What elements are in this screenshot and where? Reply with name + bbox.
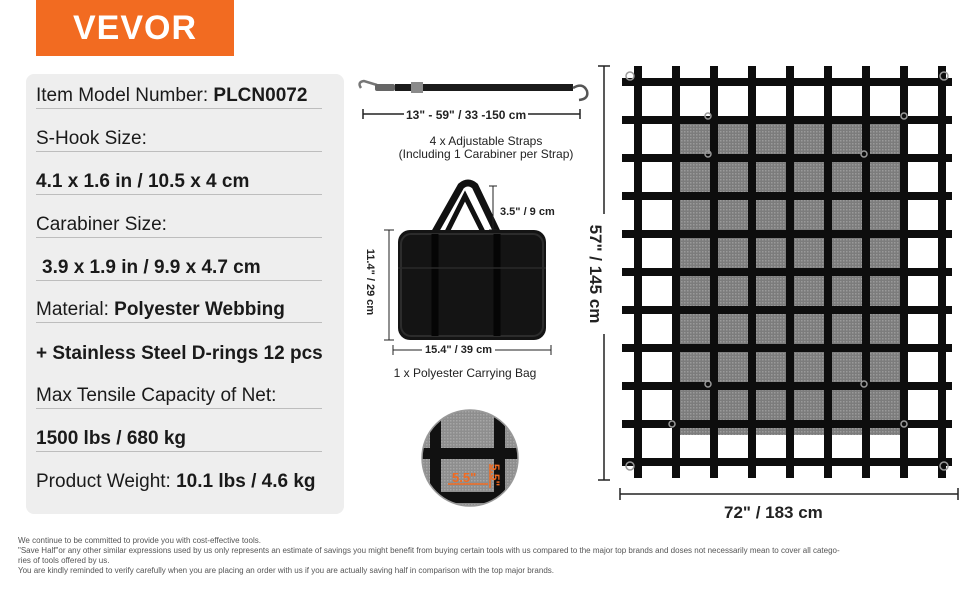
- bag-height-dim: 11.4" / 29 cm: [364, 248, 376, 316]
- disclaimer-line-3: ries of tools offered by us.: [18, 556, 110, 565]
- mesh-width-dim: 5.5": [452, 470, 477, 485]
- material-label: Material:: [36, 299, 115, 320]
- vevor-logo: [36, 0, 234, 56]
- logo-text: VEVOR: [72, 8, 198, 47]
- mesh-height-dim: 5.5": [488, 463, 503, 487]
- weight-label: Product Weight:: [36, 471, 177, 492]
- disclaimer-line-2: "Save Half"or any other similar expressions used by us only represents an estimate of savings you might benefit from buying certain tools with us compared to the major top brands and doses not necessarily mean to cover all catego-: [18, 546, 840, 555]
- carabiner-size-label: Carabiner Size:: [36, 213, 322, 238]
- spec-panel: [26, 74, 344, 514]
- model-number-row: [36, 84, 322, 109]
- disclaimer-line-4: You are kindly reminded to verify carefully when you are placing an order with us if you are actually saving half in comparison with the top major brands.: [18, 566, 554, 575]
- bag-caption: 1 x Polyester Carrying Bag: [393, 366, 537, 380]
- shook-size-label: S-Hook Size:: [36, 127, 322, 152]
- weight-value: 10.1 lbs / 4.6 kg: [176, 471, 316, 492]
- model-number-label: Item Model Number:: [36, 85, 214, 106]
- carabiner-size-value: [36, 256, 322, 281]
- material-row: [36, 298, 322, 323]
- strap-caption-2: (Including 1 Carabiner per Strap): [398, 147, 574, 161]
- tensile-value: [36, 427, 322, 452]
- tensile-value-text: 1500 lbs / 680 kg: [36, 428, 186, 449]
- strap-caption-1: 4 x Adjustable Straps: [429, 134, 543, 148]
- material-extra-row: [36, 342, 322, 366]
- tensile-label: Max Tensile Capacity of Net:: [36, 384, 322, 409]
- weight-row: [36, 470, 322, 494]
- model-number-value: PLCN0072: [213, 85, 308, 106]
- shook-size-text: 4.1 x 1.6 in / 10.5 x 4 cm: [36, 171, 250, 192]
- net-height-dim: 57" / 145 cm: [585, 214, 605, 334]
- net-dimension-lines: [596, 60, 966, 520]
- bag-width-dim: 15.4" / 39 cm: [422, 344, 495, 356]
- net-width-dim: 72" / 183 cm: [720, 503, 827, 523]
- shook-size-value: [36, 170, 322, 195]
- disclaimer-line-1: We continue to be committed to provide you with cost-effective tools.: [18, 536, 261, 545]
- mesh-detail-illustration: [420, 408, 520, 508]
- carabiner-size-text: 3.9 x 1.9 in / 9.9 x 4.7 cm: [42, 257, 261, 278]
- disclaimer: [18, 536, 948, 576]
- strap-length-dim: 13" - 59" / 33 -150 cm: [406, 108, 527, 122]
- bag-handle-dim: 3.5" / 9 cm: [500, 206, 555, 218]
- material-value: Polyester Webbing: [114, 299, 285, 320]
- material-extra: + Stainless Steel D-rings 12 pcs: [36, 343, 323, 364]
